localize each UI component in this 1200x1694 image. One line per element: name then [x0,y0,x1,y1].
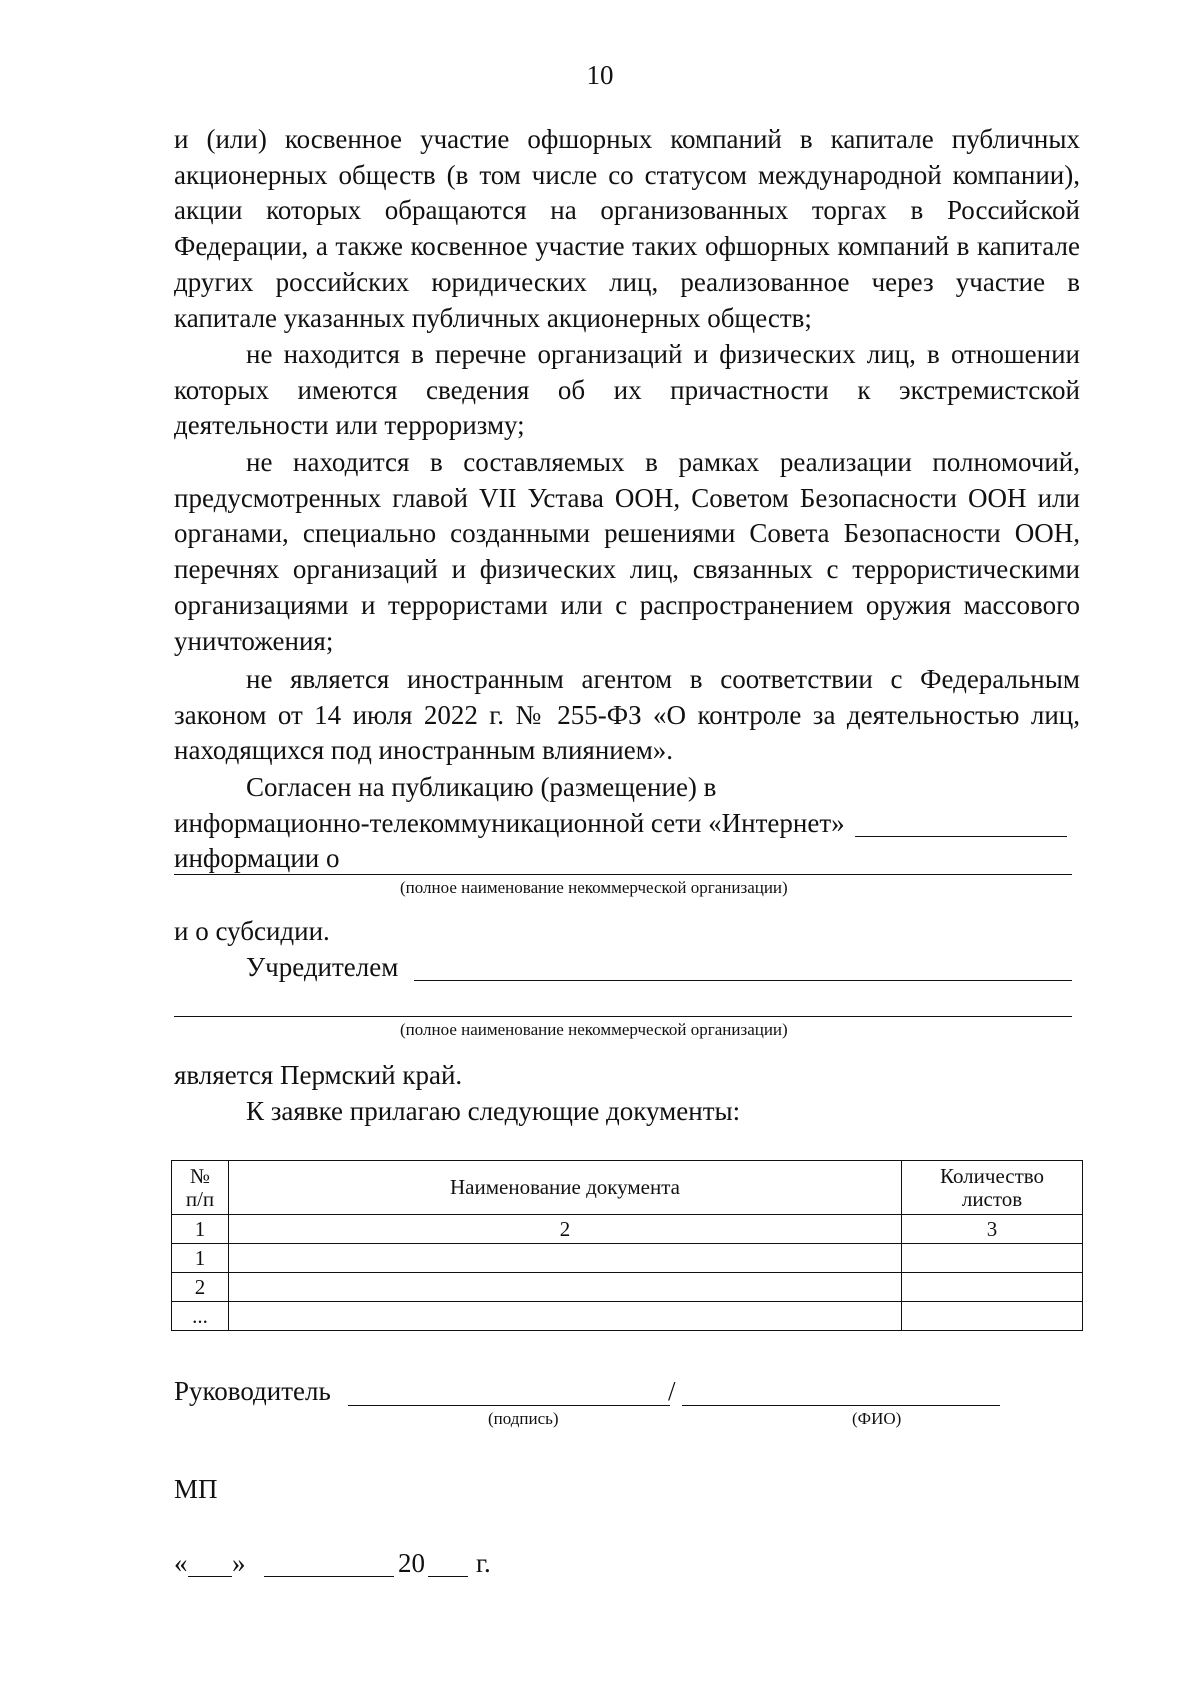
date-day-blank[interactable] [188,1576,232,1577]
org-name-blank-short[interactable] [855,836,1067,837]
table-row [172,1302,1083,1331]
numbering-cell: 3 [902,1215,1083,1244]
subsidy-text: и о субсидии. [174,916,330,946]
attachments-intro: К заявке прилагаю следующие документы: [246,1096,741,1126]
header-number: № п/п [172,1161,229,1215]
date-year-blank[interactable] [428,1576,468,1577]
founder-label: Учредителем [246,952,399,982]
table-row [172,1273,1083,1302]
paragraph-offshore-participation: и (или) косвенное участие офшорных компаний в капитале публичных акционерных обществ (в том числе со статусом международной компании), акции которых обращаются на организованных торгах в Российской Федерации, а также косвенное участие таких офшорных компаний в капитале других российских юридических лиц, реализованное через участие в капитале указанных публичных акционерных обществ; [174,124,1080,333]
attachments-table [171,1160,1083,1331]
document-name-cell[interactable] [228,1244,901,1273]
sheet-count-cell[interactable] [902,1302,1083,1331]
date-month-blank[interactable] [264,1576,394,1577]
founder-value: является Пермский край. [174,1060,463,1090]
org-name-blank-line-1[interactable] [174,874,1072,875]
date-open-quote: « [174,1548,188,1578]
paragraph-un-sanctions [174,445,1080,659]
header-sheet-count: Количество листов [902,1161,1083,1215]
founder-blank-line[interactable] [414,980,1072,981]
row-number-cell: 1 [172,1244,229,1273]
sheet-count-cell[interactable] [902,1244,1083,1273]
numbering-cell: 1 [172,1215,229,1244]
paragraph-foreign-agent [174,662,1080,769]
org-name-blank-line-2[interactable] [174,1016,1072,1017]
paragraph-foreign-agent-text: не является иностранным агентом в соответствии с Федеральным законом от 14 июля 2022 г. № 255-ФЗ «О контроле за деятельностью лиц, находящихся под иностранным влиянием». [174,664,1080,766]
numbering-cell: 2 [228,1215,901,1244]
table-header-row [172,1161,1083,1215]
date-close-quote: » [232,1548,246,1578]
date-year-prefix: 20 [398,1548,425,1578]
date-year-suffix: г. [476,1548,491,1578]
table-numbering-row [172,1215,1083,1244]
caption-full-name: (ФИО) [852,1409,902,1428]
paragraph-extremism-list [174,337,1080,444]
caption-signature: (подпись) [488,1409,559,1428]
row-number-cell: 2 [172,1273,229,1302]
header-document-name: Наименование документа [228,1161,901,1215]
paragraph-publication-consent-text: Согласен на публикацию (размещение) в информационно-телекоммуникационной сети «Интернет» информации о [174,772,845,874]
table-row [172,1244,1083,1273]
row-number-cell: ... [172,1302,229,1331]
paragraph-publication-consent [174,770,854,877]
page-number: 10 [586,60,614,90]
document-name-cell[interactable] [228,1273,901,1302]
caption-org-name-1: (полное наименование некоммерческой организации) [400,878,788,897]
stamp-label: МП [174,1474,218,1504]
caption-org-name-2: (полное наименование некоммерческой организации) [400,1020,788,1039]
document-name-cell[interactable] [228,1302,901,1331]
signature-blank-line[interactable] [348,1405,670,1406]
signature-separator: / [668,1376,676,1406]
full-name-blank-line[interactable] [682,1405,1000,1406]
sheet-count-cell[interactable] [902,1273,1083,1302]
paragraph-un-sanctions-text: не находится в составляемых в рамках реализации полномочий, предусмотренных главой VII Устава ООН, Советом Безопасности ООН или органами, специально созданными решениями Совета Безопасности ООН, перечнях организаций и физических лиц, связанных с террористическими организациями и террористами или с распространением оружия массового уничтожения; [174,447,1080,656]
paragraph-extremism-list-text: не находится в перечне организаций и физических лиц, в отношении которых имеются сведения об их причастности к экстремистской деятельности или терроризму; [174,339,1080,441]
signature-label: Руководитель [174,1376,331,1406]
